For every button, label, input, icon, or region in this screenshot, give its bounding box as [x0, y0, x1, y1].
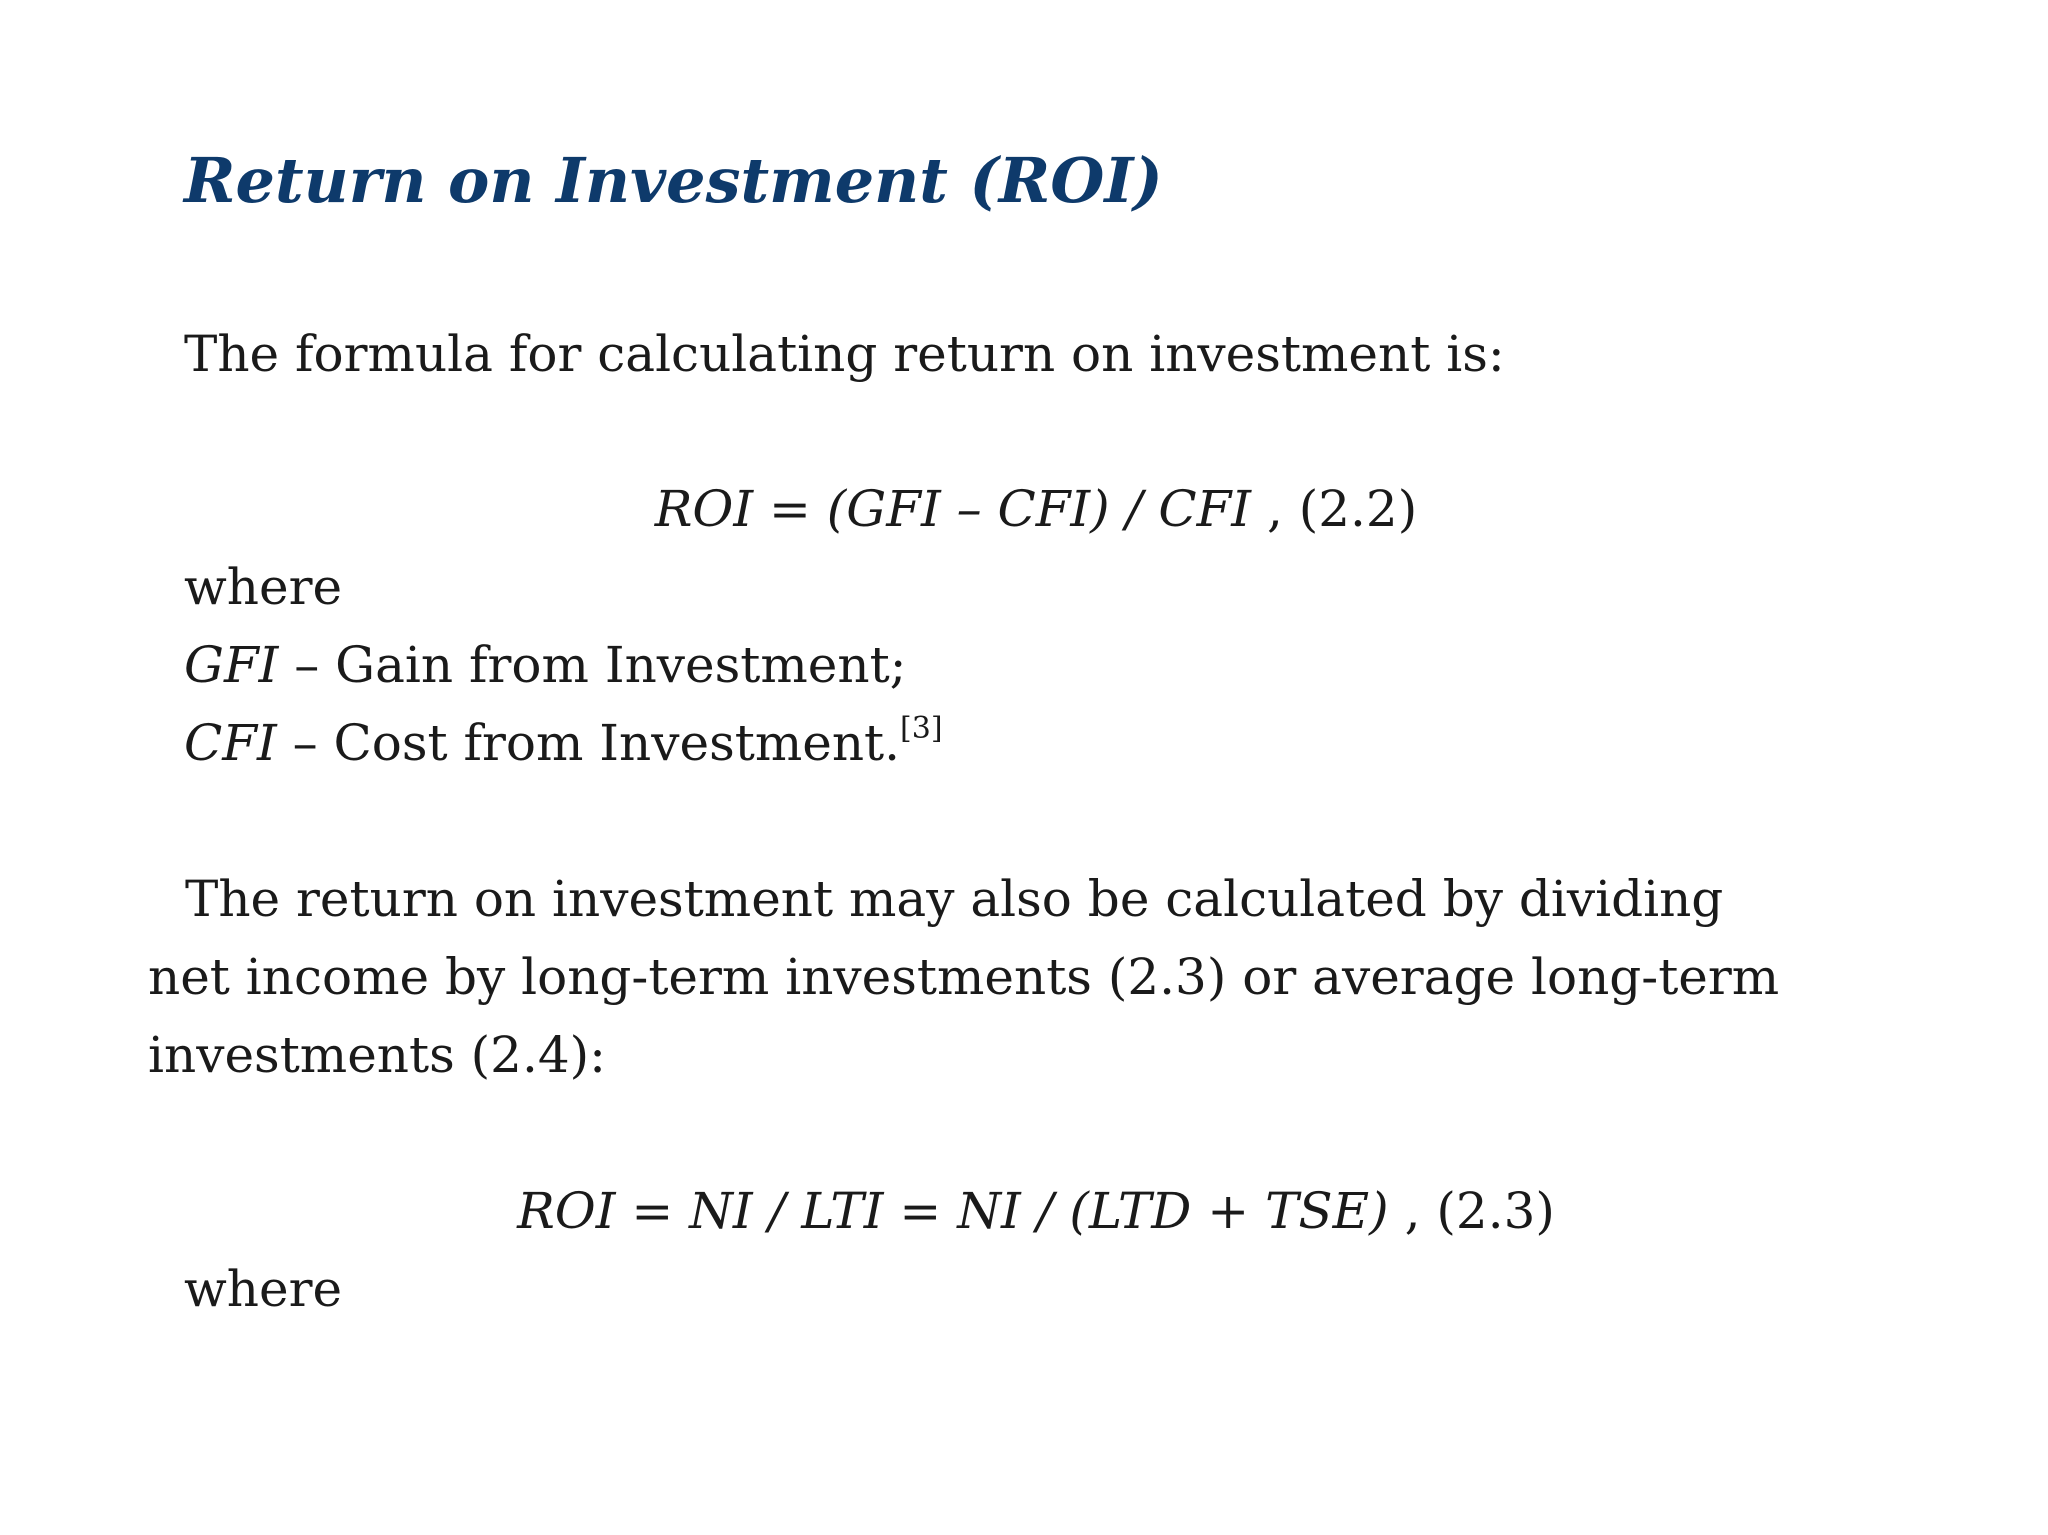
formula-number: , (2.2)	[1266, 480, 1418, 538]
formula-expression: ROI = (GFI – CFI) / CFI	[654, 480, 1252, 538]
definition-symbol: CFI	[184, 714, 277, 772]
where-label: where	[184, 558, 343, 616]
formula-roi-2-3	[12, 1172, 2048, 1250]
definition-text: – Cost from Investment.	[276, 714, 901, 772]
formula-expression: ROI = NI / LTI = NI / (LTD + TSE)	[517, 1182, 1389, 1240]
footnote-reference[interactable]: [3]	[900, 711, 943, 746]
where-label: where	[184, 1260, 343, 1318]
definition-gfi	[184, 626, 907, 704]
formula-roi-2-2	[12, 470, 2048, 548]
definition-text: – Gain from Investment;	[278, 636, 907, 694]
intro-text: The formula for calculating return on investment is:	[184, 325, 1505, 383]
definition-symbol: GFI	[184, 636, 279, 694]
paragraph-roi-alternatives: The return on investment may also be calculated by dividing net income by long-term investments (2.3) or average long-term investments (2.4):	[148, 870, 1780, 1084]
section-title: Return on Investment (ROI)	[184, 144, 1163, 217]
definition-cfi	[184, 704, 943, 782]
formula-number: , (2.3)	[1404, 1182, 1555, 1240]
